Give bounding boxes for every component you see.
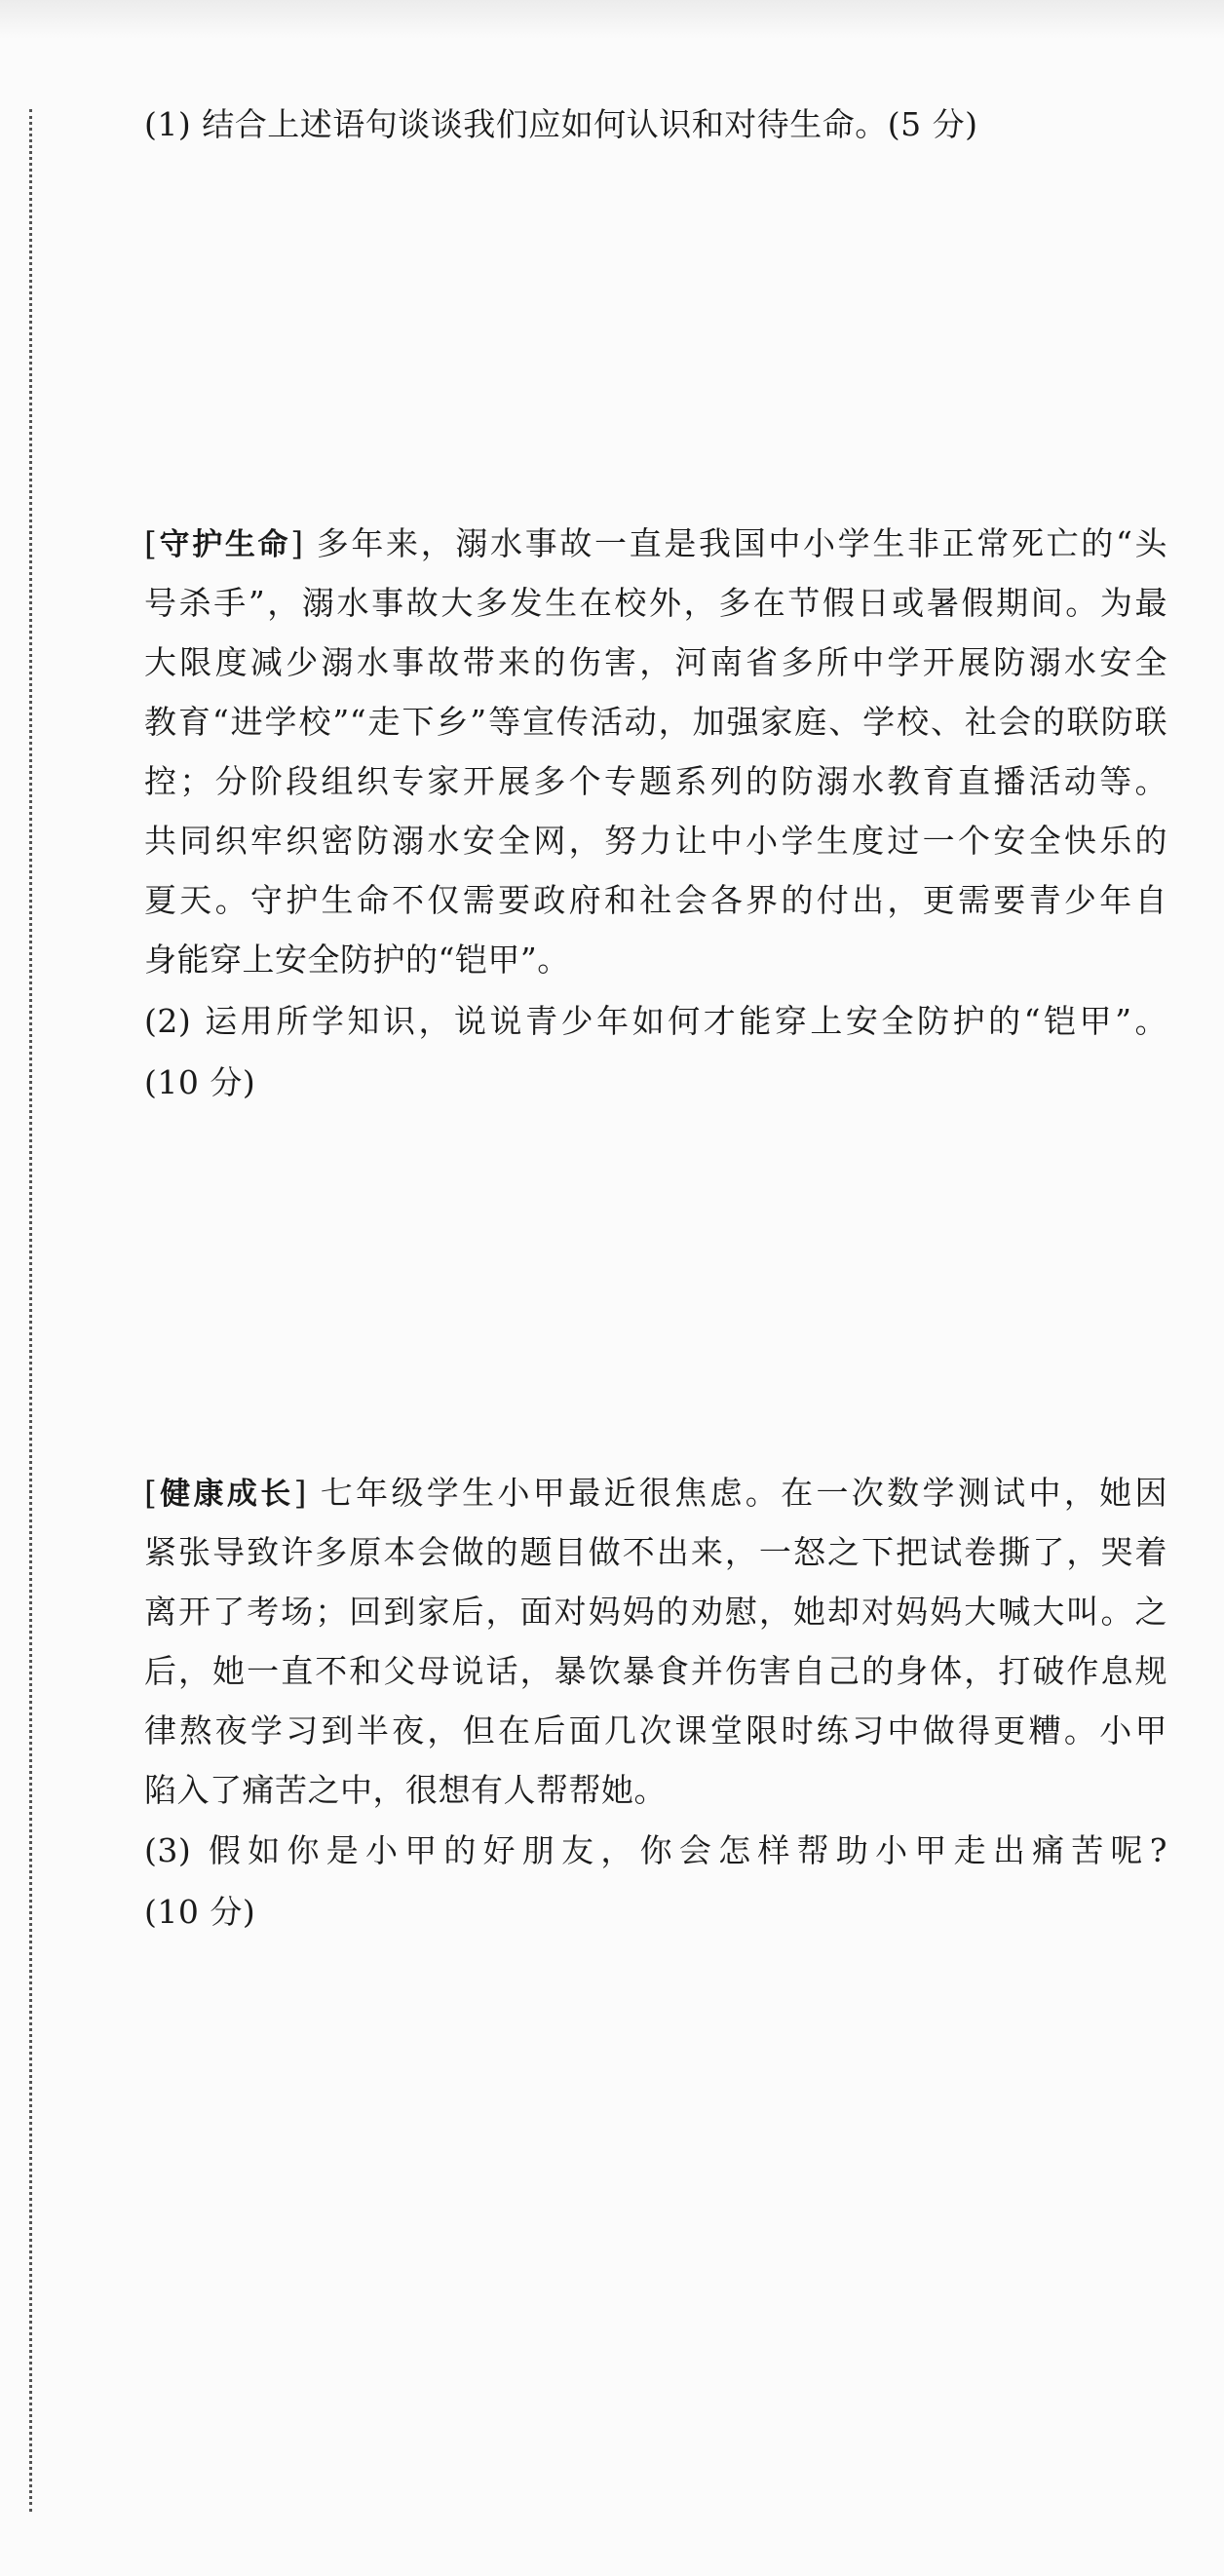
section-protect-line-3: 大限度减少溺水事故带来的伤害，河南省多所中学开展防溺水安全 (144, 643, 1167, 681)
section-protect-line-8: 身能穿上安全防护的“铠甲”。 (144, 941, 570, 979)
section-growth-text: 七年级学生小甲最近很焦虑。在一次数学测试中，她因 (320, 1474, 1167, 1512)
section-protect-line-1 (144, 519, 1167, 568)
section-growth-line-2: 紧张导致许多原本会做的题目做不出来，一怒之下把试卷撕了，哭着 (144, 1533, 1167, 1571)
question-2-score: (10 分) (144, 1063, 256, 1101)
question-3-score: (10 分) (144, 1893, 256, 1931)
question-1: (1) 结合上述语句谈谈我们应如何认识和对待生命。(5 分) (144, 105, 978, 143)
section-tag-growth: 健康成长 (157, 1477, 294, 1512)
section-tag-protect: 守护生命 (157, 527, 291, 562)
section-protect-line-7: 夏天。守护生命不仅需要政府和社会各界的付出，更需要青少年自 (144, 881, 1167, 919)
scan-top-shadow (0, 0, 1224, 39)
section-protect-text: 多年来，溺水事故一直是我国中小学生非正常死亡的“头 (316, 524, 1167, 562)
section-protect-line-2: 号杀手”，溺水事故大多发生在校外，多在节假日或暑假期间。为最 (144, 584, 1167, 622)
section-growth-line-6: 陷入了痛苦之中，很想有人帮帮她。 (144, 1771, 667, 1809)
question-3: (3) 假如你是小甲的好朋友，你会怎样帮助小甲走出痛苦呢? (144, 1831, 1167, 1869)
section-growth-line-4: 后，她一直不和父母说话，暴饮暴食并伤害自己的身体，打破作息规 (144, 1652, 1167, 1690)
tag-open-bracket: [ (144, 1474, 158, 1512)
tag-open-bracket: [ (144, 524, 158, 562)
section-protect-line-5: 控；分阶段组织专家开展多个专题系列的防溺水教育直播活动等。 (144, 762, 1167, 800)
tag-close-bracket: ] (293, 1474, 307, 1512)
binding-dotted-line (29, 109, 32, 2512)
tag-close-bracket: ] (290, 524, 304, 562)
section-growth-line-5: 律熬夜学习到半夜，但在后面几次课堂限时练习中做得更糟。小甲 (144, 1711, 1167, 1749)
section-protect-line-4: 教育“进学校”“走下乡”等宣传活动，加强家庭、学校、社会的联防联 (144, 703, 1167, 741)
section-growth-line-3: 离开了考场；回到家后，面对妈妈的劝慰，她却对妈妈大喊大叫。之 (144, 1593, 1167, 1631)
question-2: (2) 运用所学知识，说说青少年如何才能穿上安全防护的“铠甲”。 (144, 1002, 1167, 1040)
section-growth-line-1 (144, 1469, 1167, 1518)
section-protect-line-6: 共同织牢织密防溺水安全网，努力让中小学生度过一个安全快乐的 (144, 822, 1167, 860)
